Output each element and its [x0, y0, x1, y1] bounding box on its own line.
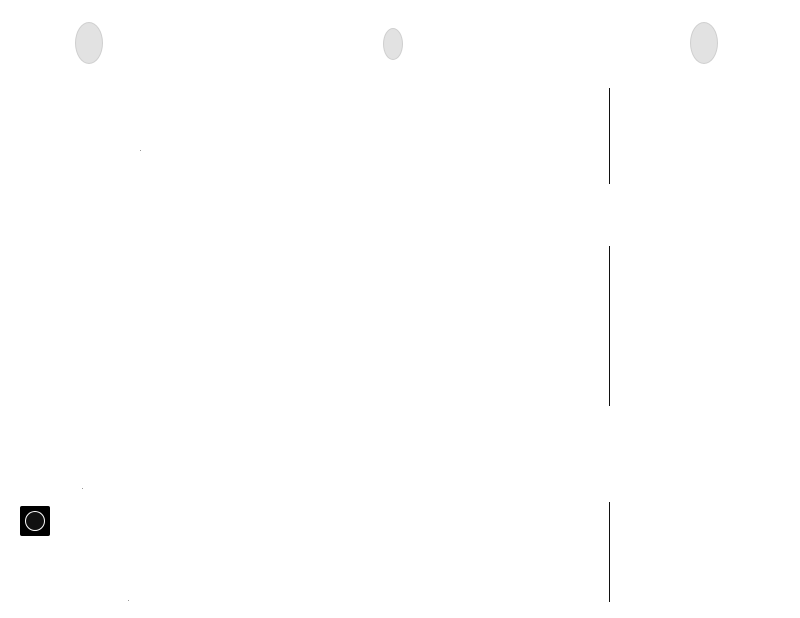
header-rule: [609, 502, 610, 602]
scan-marker-icon: [20, 506, 50, 536]
binder-hole-right: [690, 22, 718, 64]
header-rule: [609, 246, 610, 406]
rotated-document: [105, 82, 645, 602]
binder-hole-left: [75, 22, 103, 64]
header-rule: [609, 88, 610, 184]
scan-speck: [82, 488, 83, 489]
binder-hole-center: [383, 28, 403, 60]
